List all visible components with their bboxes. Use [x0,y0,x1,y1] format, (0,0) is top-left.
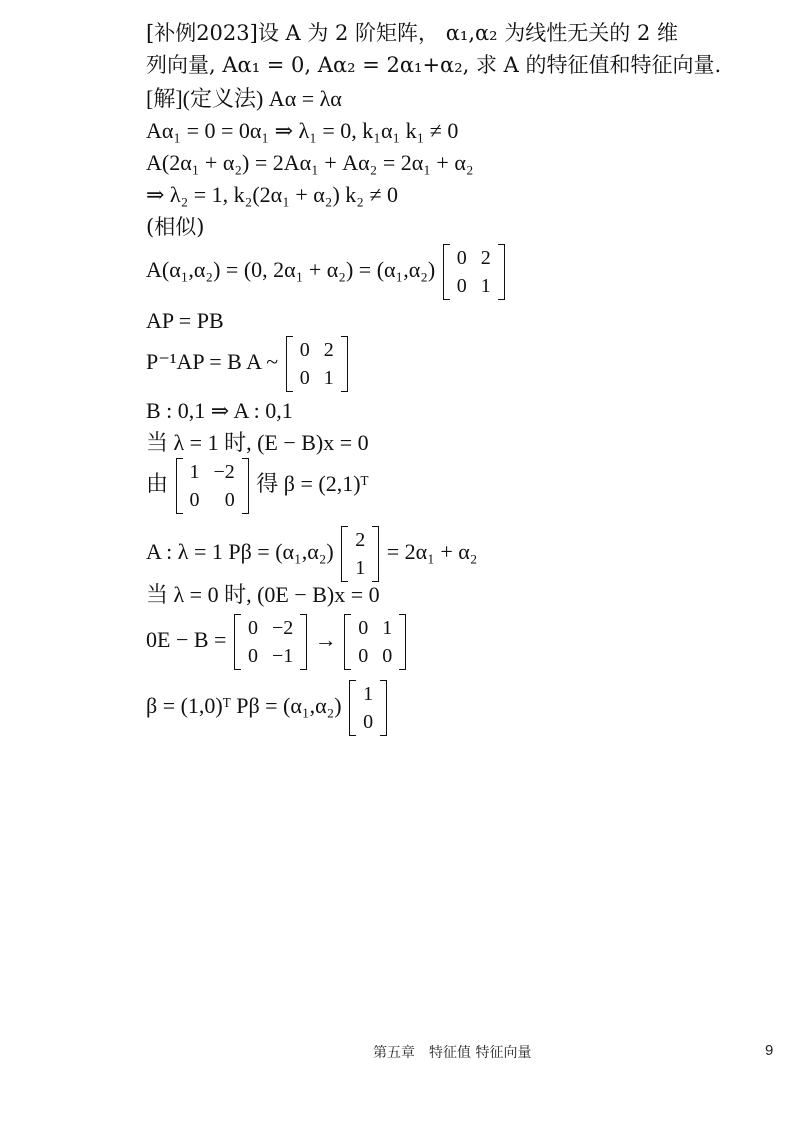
left-bracket [341,526,348,582]
matrix-body [450,244,498,300]
matrix-row [348,554,372,582]
left-bracket [443,244,450,300]
equation-text: A : λ = 1 Pβ = (α₁,α₂) [146,539,334,565]
solution-step-2: A(2α₁ + α₂) = 2Aα₁ + Aα₂ = 2α₁ + α₂ [146,150,474,175]
equation-text: P⁻¹AP = B A ~ [146,349,279,375]
solution-step-3: ⇒ λ₂ = 1, k₂(2α₁ + α₂) k₂ ≠ 0 [146,182,399,207]
equation-text: 得 β = (2,1)ᵀ [256,471,369,497]
solution-step-11: 当 λ = 0 时, (0E − B)x = 0 [146,582,380,607]
right-bracket [300,614,307,670]
solution-step-5: AP = PB [146,308,224,333]
page-number: 9 [765,1042,774,1059]
matrix-row [351,642,399,670]
solution-step-7: B : 0,1 ⇒ A : 0,1 [146,398,293,423]
equation-line-4 [146,244,507,300]
matrix-row [293,364,341,392]
matrix [344,614,406,670]
matrix-body [351,614,399,670]
footer-chapter-title: 第五章 特征值 特征向量 [373,1045,532,1061]
equation-line-13 [146,680,389,736]
matrix-cell: 0 [224,489,235,511]
right-bracket [341,336,348,392]
matrix-cell: 2 [323,339,334,361]
matrix-body [293,336,341,392]
matrix-cell: 0 [456,247,467,269]
left-bracket [344,614,351,670]
right-bracket [380,680,387,736]
matrix-body [241,614,300,670]
matrix-cell: 1 [189,461,200,483]
matrix-cell: 0 [456,275,467,297]
matrix-cell: −2 [271,617,294,639]
matrix-row [241,642,300,670]
matrix-cell: 0 [299,367,310,389]
matrix-cell: 0 [189,489,200,511]
matrix-cell: 1 [480,275,491,297]
matrix-body [183,458,242,514]
matrix-row [348,526,372,554]
right-bracket [498,244,505,300]
left-bracket [349,680,356,736]
equation-line-10 [146,526,477,582]
matrix-cell: 2 [480,247,491,269]
matrix-cell: 0 [363,711,374,733]
matrix-body [356,680,380,736]
matrix-body [348,526,372,582]
equation-text: A(α₁,α₂) = (0, 2α₁ + α₂) = (α₁,α₂) [146,257,436,283]
left-bracket [234,614,241,670]
matrix-row [356,680,380,708]
matrix-row [241,614,300,642]
matrix-cell: 2 [355,529,366,551]
matrix-cell: 1 [382,617,393,639]
matrix-row [183,458,242,486]
matrix [349,680,387,736]
equation-line-12 [146,614,408,670]
matrix-row [183,486,242,514]
matrix-cell: 1 [355,557,366,579]
arrow: → [314,627,337,653]
matrix-cell: 1 [363,683,374,705]
right-bracket [372,526,379,582]
matrix-row [450,272,498,300]
equation-text: β = (1,0)ᵀ Pβ = (α₁,α₂) [146,693,342,719]
left-bracket [286,336,293,392]
matrix-cell: 0 [247,645,258,667]
left-bracket [176,458,183,514]
similar-label: (相似) [146,215,205,239]
matrix-cell: 0 [247,617,258,639]
matrix-cell: −1 [271,645,294,667]
matrix-row [450,244,498,272]
matrix-row [293,336,341,364]
problem-line-1: [补例2023]设 A 为 2 阶矩阵， α₁,α₂ 为线性无关的 2 维 [146,21,678,45]
equation-text: = 2α₁ + α₂ [386,539,478,565]
matrix [443,244,505,300]
equation-line-9 [146,458,369,514]
matrix-cell: 0 [382,645,393,667]
solution-step-1: Aα₁ = 0 = 0α₁ ⇒ λ₁ = 0, k₁α₁ k₁ ≠ 0 [146,118,459,143]
matrix [286,336,348,392]
matrix-cell: 1 [323,367,334,389]
solution-step-8: 当 λ = 1 时, (E − B)x = 0 [146,430,369,455]
right-bracket [399,614,406,670]
matrix [234,614,307,670]
right-bracket [242,458,249,514]
matrix [176,458,249,514]
matrix [341,526,379,582]
problem-line-2: 列向量, Aα₁ = 0, Aα₂ = 2α₁+α₂, 求 A 的特征值和特征向量. [146,53,722,77]
matrix-cell: 0 [299,339,310,361]
equation-text: 0E − B = [146,627,227,653]
matrix-cell: 0 [358,617,369,639]
matrix-row [356,708,380,736]
equation-text: 由 [146,471,169,497]
matrix-cell: −2 [213,461,235,483]
equation-line-6 [146,336,350,392]
matrix-row [351,614,399,642]
matrix-cell: 0 [358,645,369,667]
solution-header: [解](定义法) Aα = λα [146,86,342,111]
